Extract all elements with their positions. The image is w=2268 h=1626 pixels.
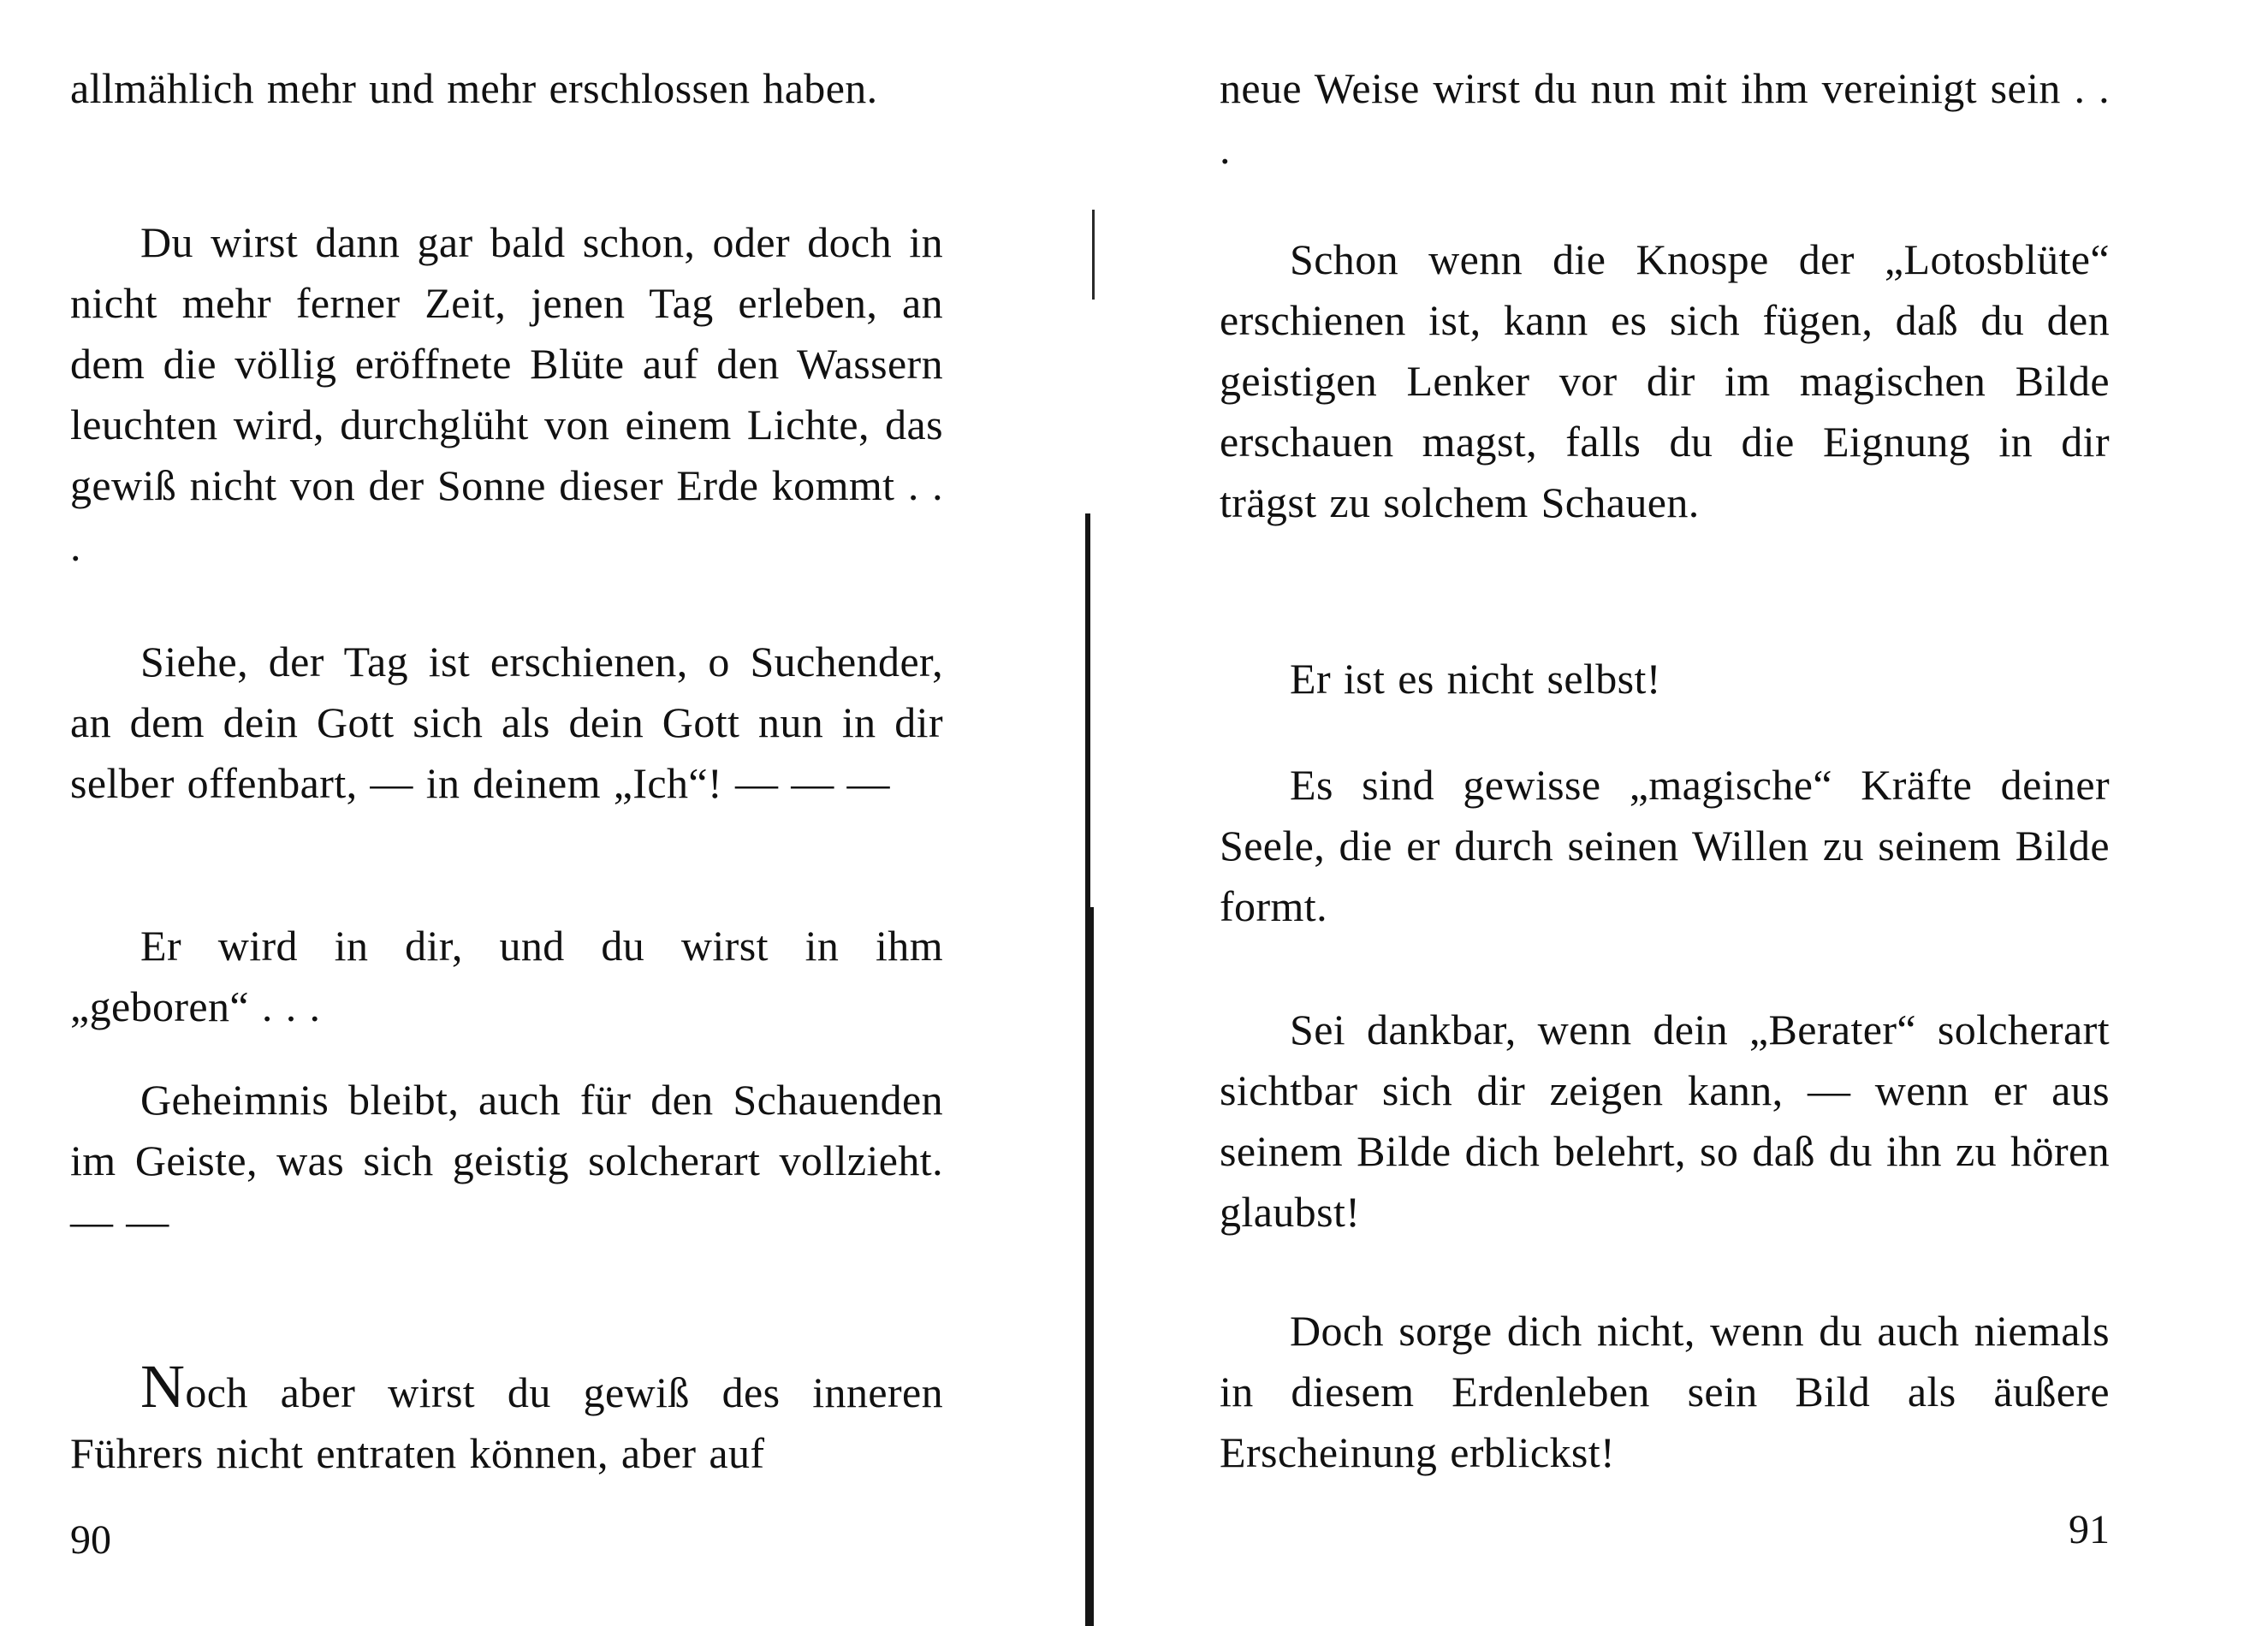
gutter-shadow-top: [1092, 210, 1095, 300]
page-number-right: 91: [2069, 1507, 2110, 1552]
right-paragraph-1: neue Weise wirst du nun mit ihm vereinigt sein . . .: [1220, 64, 2110, 173]
right-paragraph-4: Es sind gewisse „magische“ Kräfte deiner Seele, die er durch seinen Willen zu seinem Bilde formt.: [1220, 761, 2110, 930]
right-paragraph-5: Sei dankbar, wenn dein „Berater“ solcherart sichtbar sich dir zeigen kann, — wenn er aus seinem Bilde dich belehrt, so daß du ihn zu hören glaubst!: [1220, 1006, 2110, 1236]
left-paragraph-5: Geheimnis bleibt, auch für den Schauenden im Geiste, was sich geistig solcherart vollzieht. — —: [70, 1076, 943, 1245]
left-paragraph-3: Siehe, der Tag ist erschienen, o Suchender, an dem dein Gott sich als dein Gott nun in dir selber offenbart, — in deinem „Ich“! — — —: [70, 638, 943, 807]
left-paragraph-6-text: och aber wirst du gewiß des inneren Führers nicht entraten können, aber auf: [70, 1368, 943, 1477]
left-paragraph-6: [70, 1352, 943, 1484]
right-page: [1220, 0, 2110, 1626]
left-page: [70, 0, 943, 1626]
page-number-left: 90: [70, 1517, 111, 1563]
right-paragraph-2: Schon wenn die Knospe der „Lotosblüte“ erschienen ist, kann es sich fügen, daß du den geistigen Lenker vor dir im magischen Bilde erschauen magst, falls du die Eignung in dir trägst zu solchem Schauen.: [1220, 235, 2110, 526]
left-paragraph-2: Du wirst dann gar bald schon, oder doch in nicht mehr ferner Zeit, jenen Tag erleben, an dem die völlig eröffnete Blüte auf den Wassern leuchten wird, durchglüht von einem Lichte, das gewiß nicht von der Sonne dieser Erde kommt . . .: [70, 218, 943, 570]
right-paragraph-6: Doch sorge dich nicht, wenn du auch niemals in diesem Erdenleben sein Bild als äußere Erscheinung erblickst!: [1220, 1307, 2110, 1476]
left-paragraph-4: Er wird in dir, und du wirst in ihm „geboren“ . . .: [70, 922, 943, 1030]
left-paragraph-1: allmählich mehr und mehr erschlossen haben.: [70, 64, 878, 112]
right-paragraph-3: Er ist es nicht selbst!: [1290, 655, 1661, 703]
drop-cap: N: [140, 1352, 186, 1421]
gutter-shadow-bottom: [1085, 907, 1094, 1626]
